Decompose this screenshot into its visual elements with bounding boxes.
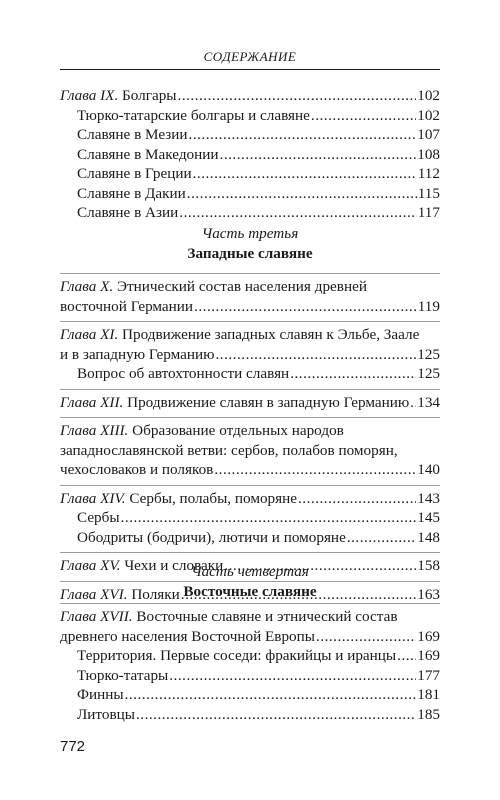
page-ref: 102 — [417, 106, 440, 124]
leader-dots — [410, 393, 416, 413]
subentry-title: Славяне в Дакии — [77, 184, 186, 202]
entry-divider — [60, 417, 440, 418]
leader-dots — [193, 164, 417, 184]
toc-subentry[interactable] — [60, 145, 440, 165]
entry-divider — [60, 273, 440, 274]
chapter-title-line: Продвижение западных славян к Эльбе, Заале — [122, 326, 420, 343]
leader-dots — [316, 627, 416, 647]
page-ref: 115 — [417, 184, 440, 202]
chapter-title-line: Образование отдельных народов — [132, 422, 344, 439]
chapter-prefix: Глава X. — [60, 278, 114, 295]
entry-divider — [60, 603, 440, 604]
chapter-prefix: Глава XVI. — [60, 585, 128, 603]
toc-block-part3 — [60, 268, 440, 604]
toc-block-ch9 — [60, 86, 440, 223]
chapter-title-line: Восточные славяне и этнический состав — [136, 608, 398, 625]
page-ref: 177 — [417, 666, 440, 684]
page-ref: 107 — [417, 126, 440, 143]
chapter-title-line: чехословаков и поляков — [60, 461, 214, 478]
toc-subentry[interactable] — [60, 125, 440, 145]
entry-divider — [60, 552, 440, 553]
chapter-prefix: Глава XII. — [60, 393, 124, 411]
toc-subentry[interactable] — [60, 164, 440, 184]
toc-subentry[interactable] — [60, 203, 440, 223]
subentry-title: Литовцы — [77, 705, 135, 723]
leader-dots — [215, 345, 416, 365]
part-label: Часть третья — [201, 225, 299, 242]
toc-subentry[interactable] — [60, 705, 440, 725]
leader-dots — [311, 106, 416, 126]
page-ref: 134 — [417, 393, 440, 411]
chapter-title: Поляки — [131, 585, 180, 603]
page-ref: 143 — [417, 489, 440, 507]
page-ref: 169 — [417, 647, 440, 664]
running-header: СОДЕРЖАНИЕ — [203, 49, 297, 64]
leader-dots — [121, 508, 417, 528]
chapter-title-line: западнославянской ветви: сербов, полабов поморян, — [60, 441, 398, 459]
chapter-prefix: Глава XV. — [60, 557, 121, 574]
leader-dots — [220, 145, 417, 165]
toc-subentry[interactable] — [60, 184, 440, 204]
leader-dots — [136, 705, 416, 725]
leader-dots — [125, 685, 417, 705]
page-ref: 112 — [417, 165, 440, 182]
leader-dots — [214, 460, 416, 480]
chapter-title-line: Этнический состав населения древней — [116, 278, 367, 295]
toc-subentry[interactable] — [60, 508, 440, 528]
toc-subentry[interactable] — [60, 528, 440, 548]
leader-dots — [189, 125, 417, 145]
chapter-title: Болгары — [122, 87, 177, 104]
subentry-title: Ободриты (бодричи), лютичи и поморяне — [77, 528, 346, 546]
leader-dots — [290, 364, 416, 384]
toc-subentry[interactable] — [60, 666, 440, 686]
page-ref: 102 — [417, 87, 440, 104]
toc-entry-ch12[interactable] — [60, 393, 440, 413]
page-ref: 181 — [417, 686, 440, 703]
toc-entry-ch10[interactable] — [60, 277, 440, 316]
toc-entry-ch14[interactable] — [60, 489, 440, 548]
toc-entry-ch13[interactable] — [60, 421, 440, 480]
page-ref: 108 — [417, 145, 440, 163]
page-ref: 125 — [417, 365, 440, 382]
subentry-title: Вопрос об автохтонности славян — [77, 365, 290, 382]
page-ref: 163 — [417, 585, 440, 603]
leader-dots — [194, 297, 417, 317]
subentry-title: Славяне в Мезии — [77, 126, 188, 143]
page-ref: 148 — [417, 528, 440, 546]
chapter-title: Продвижение славян в западную Германию — [127, 393, 410, 411]
page-ref: 145 — [417, 509, 440, 526]
page-ref: 140 — [417, 461, 440, 478]
part-label: Часть четвертая — [191, 563, 309, 580]
chapter-prefix: Глава XIV. — [60, 489, 126, 507]
page-number: 772 — [60, 738, 86, 755]
chapter-title: Чехи и словаки — [124, 557, 224, 574]
toc-subentry[interactable] — [60, 685, 440, 705]
page-ref: 185 — [417, 705, 440, 723]
toc-subentry[interactable] — [60, 106, 440, 126]
toc-entry-ch9[interactable] — [60, 86, 440, 106]
leader-dots — [178, 86, 417, 106]
leader-dots — [347, 528, 416, 548]
page-ref: 119 — [417, 297, 440, 315]
part-title: Западные славяне — [187, 245, 313, 262]
chapter-title-line: древнего населения Восточной Европы — [60, 627, 315, 645]
subentry-title: Славяне в Азии — [77, 204, 179, 221]
chapter-prefix: Глава XIII. — [60, 422, 129, 439]
toc-block-part4 — [60, 598, 440, 724]
subentry-title: Территория. Первые соседи: фракийцы и иранцы — [77, 647, 397, 664]
header-rule — [60, 69, 440, 70]
page-ref: 117 — [417, 204, 440, 221]
subentry-title: Славяне в Греции — [77, 165, 192, 182]
chapter-prefix: Глава XI. — [60, 326, 119, 343]
leader-dots — [179, 203, 417, 223]
entry-divider — [60, 389, 440, 390]
chapter-prefix: Глава IX. — [60, 87, 119, 104]
entry-divider — [60, 485, 440, 486]
subentry-title: Тюрко-татары — [77, 666, 169, 684]
subentry-title: Сербы — [77, 509, 120, 526]
chapter-prefix: Глава XVII. — [60, 608, 133, 625]
entry-divider — [60, 321, 440, 322]
leader-dots — [169, 666, 416, 686]
toc-entry-ch11[interactable] — [60, 325, 440, 384]
toc-subentry[interactable] — [60, 364, 440, 384]
subentry-title: Славяне в Македонии — [77, 145, 219, 163]
page-ref: 169 — [417, 627, 440, 645]
page-ref: 125 — [417, 345, 440, 363]
chapter-title-line: и в западную Германию — [60, 345, 215, 363]
toc-subentry[interactable] — [60, 646, 440, 666]
subentry-title: Тюрко-татарские болгары и славяне — [77, 106, 310, 124]
subentry-title: Финны — [77, 686, 124, 703]
leader-dots — [397, 646, 416, 666]
toc-entry-ch17[interactable] — [60, 607, 440, 724]
part-title: Восточные славяне — [183, 583, 317, 600]
leader-dots — [187, 184, 417, 204]
leader-dots — [298, 489, 416, 509]
chapter-title: Сербы, полабы, поморяне — [129, 489, 297, 507]
page-ref: 158 — [417, 557, 440, 574]
chapter-title-line: восточной Германии — [60, 297, 194, 315]
